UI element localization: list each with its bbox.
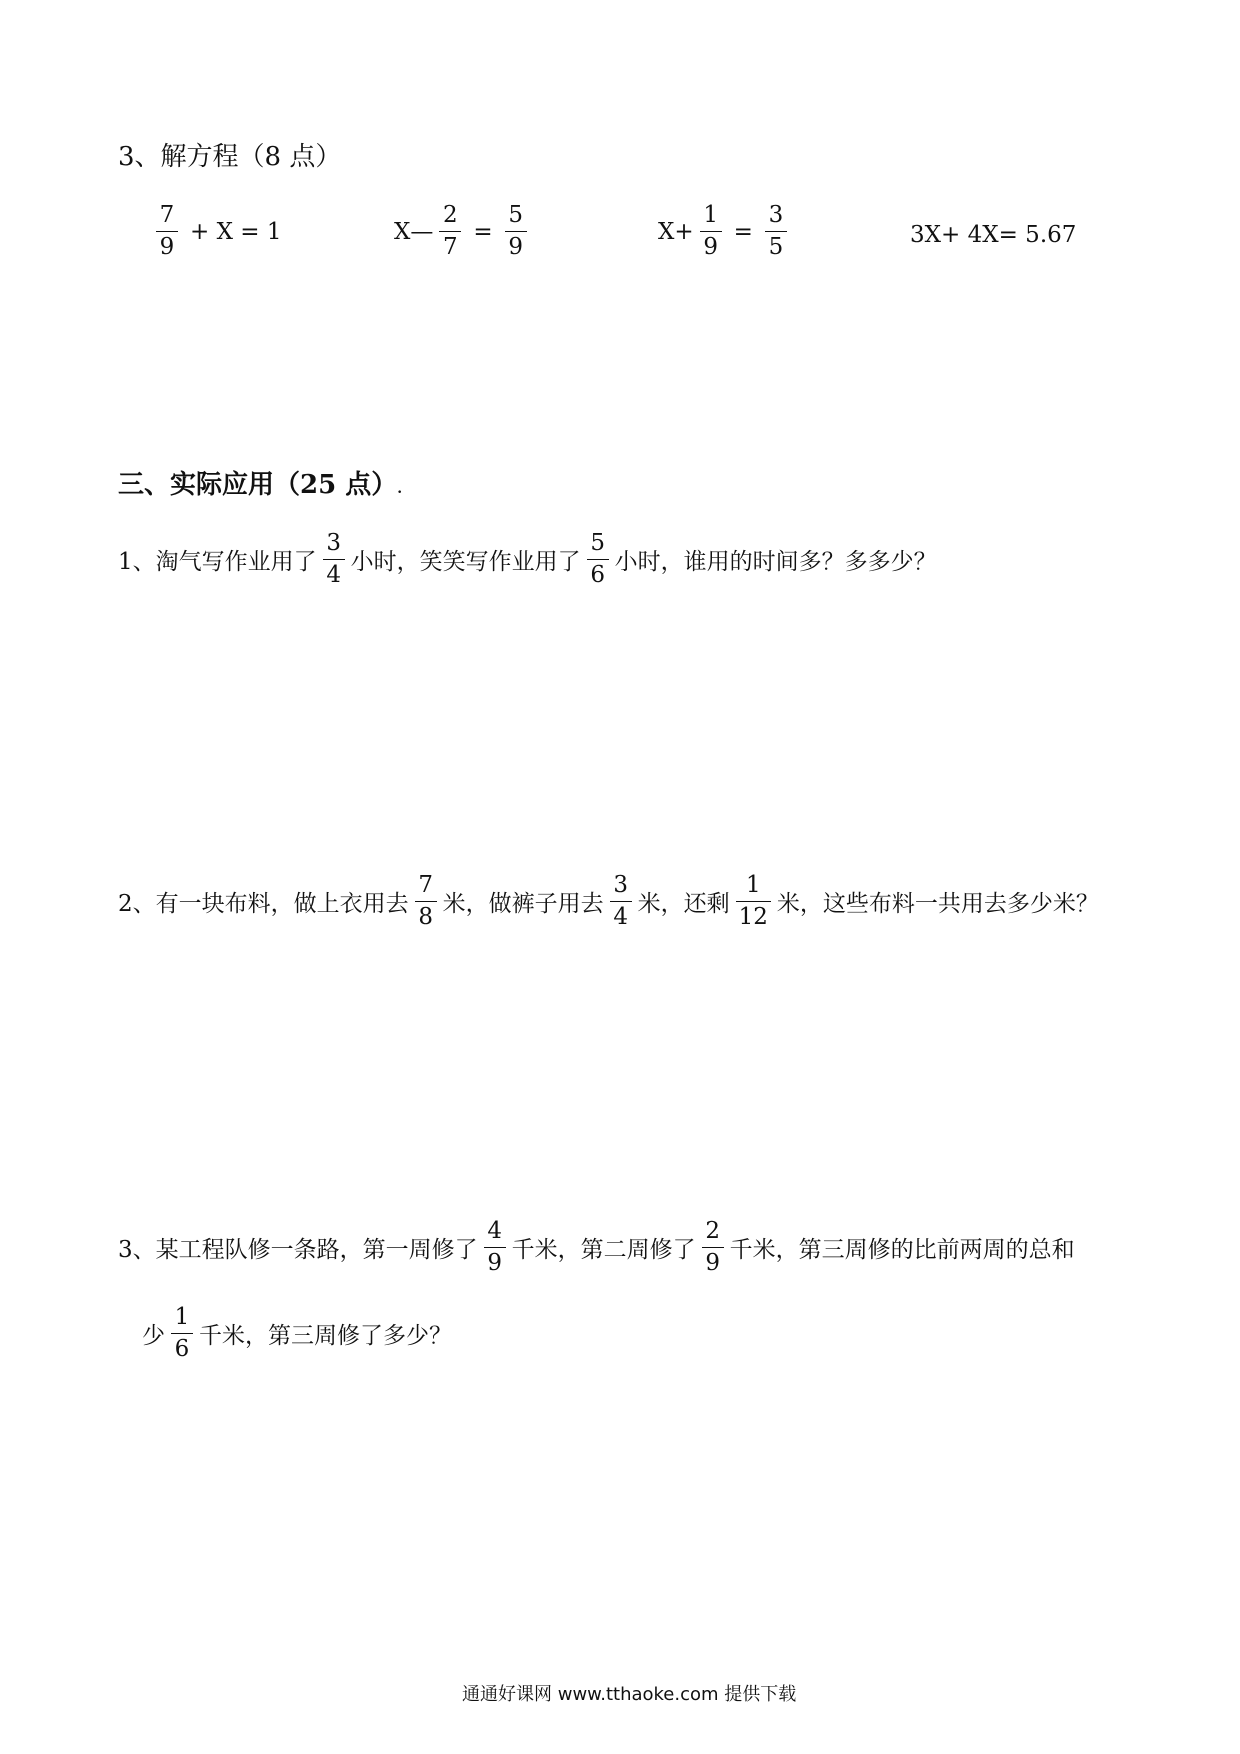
fraction: $\frac{3}{5}$ <box>765 204 787 259</box>
fraction: $\frac{5}{6}$ <box>587 532 609 587</box>
fraction: $\frac{7}{9}$ <box>156 204 178 259</box>
fraction: $\frac{1}{9}$ <box>700 204 722 259</box>
question-2: 2、有一块布料，做上衣用去 $\frac{7}{8}$ 米，做裤子用去 $\frac{3}{4}$ 米，还剩 $\frac{1}{12}$ 米，这些布料一共用去多少米？ <box>118 872 1099 930</box>
equation-4: 3X+ 4X= 5.67 <box>910 222 1077 248</box>
fraction: $\frac{3}{4}$ <box>323 532 345 587</box>
fraction: $\frac{2}{7}$ <box>439 204 461 259</box>
equation-3: X+ $\frac{1}{9}$ = $\frac{3}{5}$ <box>658 204 793 259</box>
footer-credit: 通通好课网 www.tthaoke.com 提供下载 <box>462 1684 797 1705</box>
fraction: $\frac{1}{12}$ <box>736 874 771 929</box>
question-3: 3、某工程队修一条路，第一周修了 $\frac{4}{9}$ 千米，第二周修了 $\frac{2}{9}$ 千米，第三周修的比前两周的总和 <box>118 1218 1075 1276</box>
section-3-title: 3、解方程（8 点） <box>118 142 342 172</box>
fraction: $\frac{1}{6}$ <box>171 1306 193 1361</box>
fraction: $\frac{3}{4}$ <box>610 874 632 929</box>
equation-1: $\frac{7}{9}$ + X = 1 <box>150 204 287 259</box>
fraction: $\frac{2}{9}$ <box>702 1220 724 1275</box>
question-1: 1、淘气写作业用了 $\frac{3}{4}$ 小时，笑笑写作业用了 $\frac{5}{6}$ 小时，谁用的时间多？多多少？ <box>118 530 937 588</box>
equation-2: X— $\frac{2}{7}$ = $\frac{5}{9}$ <box>394 204 533 259</box>
part-3-title: 三、实际应用（25 点）. <box>118 470 403 500</box>
fraction: $\frac{7}{8}$ <box>415 874 437 929</box>
fraction: $\frac{5}{9}$ <box>505 204 527 259</box>
fraction: $\frac{4}{9}$ <box>484 1220 506 1275</box>
question-3-continued: 少 $\frac{1}{6}$ 千米，第三周修了多少？ <box>142 1304 452 1362</box>
